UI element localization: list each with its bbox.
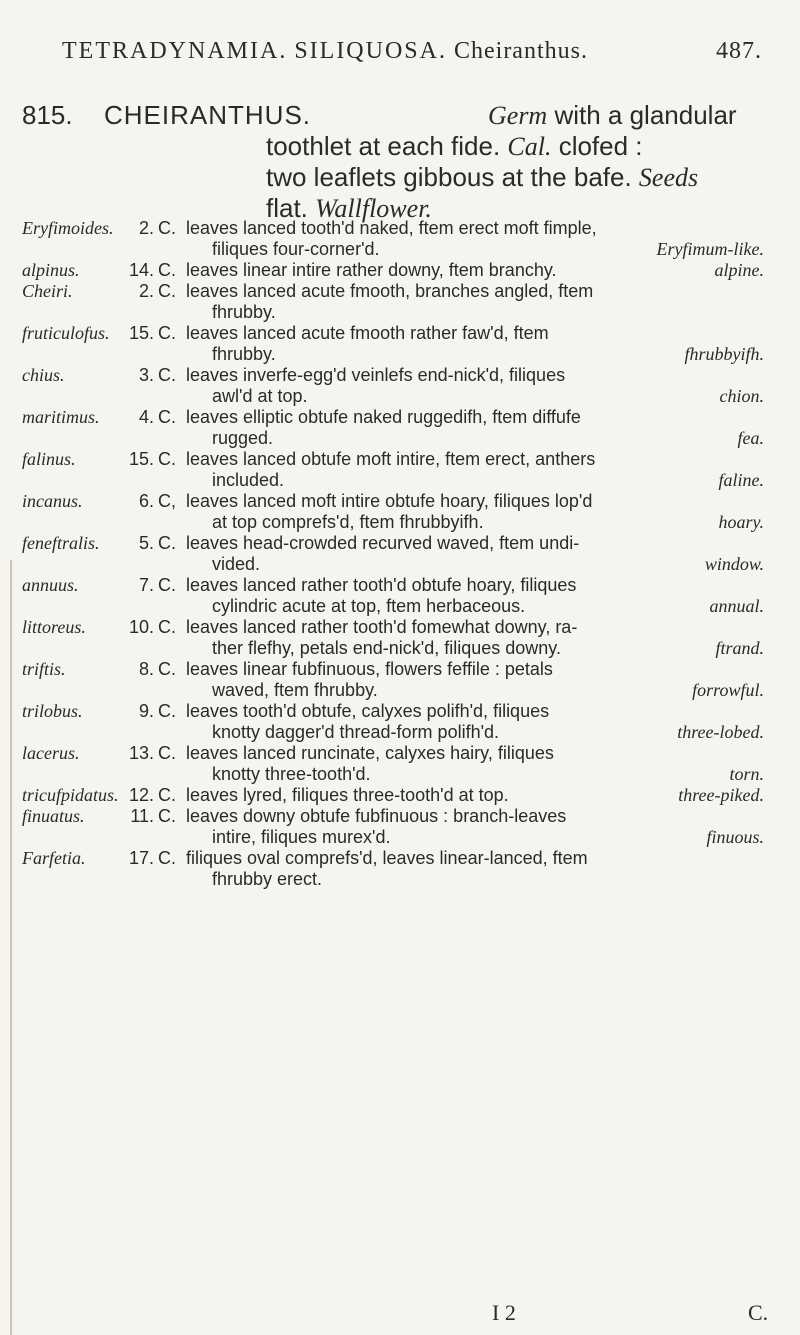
page-number: 487.	[716, 38, 762, 64]
header-class: TETRADYNAMIA.	[62, 38, 288, 64]
species-name: triftis.	[22, 659, 66, 679]
genus-abbrev: C.	[158, 533, 176, 553]
common-name: Eryfimum-like.	[656, 239, 764, 259]
common-name: hoary.	[718, 512, 764, 532]
catchword: C.	[748, 1300, 769, 1325]
species-description	[186, 659, 764, 701]
description-line: leaves inverfe-egg'd veinlefs end-nick'd, filiques	[186, 365, 566, 385]
description-line: leaves lyred, filiques three-tooth'd at top. three-piked.	[186, 785, 764, 805]
species-number: 15.	[128, 449, 154, 469]
species-entry	[0, 281, 800, 323]
description-line: leaves lanced acute fmooth, branches angled, ftem	[186, 281, 594, 301]
genus-name: CHEIRANTHUS.	[104, 100, 312, 130]
description-line: leaves lanced runcinate, calyxes hairy, filiques	[186, 743, 554, 763]
description-line: at top comprefs'd, ftem fhrubbyifh. hoary.	[212, 512, 764, 532]
description-line: leaves lanced acute fmooth rather faw'd, ftem	[186, 323, 549, 343]
species-name: falinus.	[22, 449, 76, 469]
species-number: 2.	[138, 218, 154, 238]
species-list	[0, 218, 800, 890]
genus-abbrev: C.	[158, 785, 176, 805]
description-line: leaves linear intire rather downy, ftem branchy. alpine.	[186, 260, 764, 280]
species-description	[186, 491, 764, 533]
species-number: 17.	[128, 848, 154, 868]
description-line: included. faline.	[212, 470, 764, 490]
genus-number: 815.	[22, 100, 73, 130]
species-description	[186, 533, 764, 575]
description-line: ther flefhy, petals end-nick'd, filiques downy. ftrand.	[212, 638, 764, 658]
description-line: leaves downy obtufe fubfinuous : branch-leaves	[186, 806, 567, 826]
species-number: 9.	[138, 701, 154, 721]
description-line: leaves lanced rather tooth'd obtufe hoary, filiques	[186, 575, 577, 595]
genus-abbrev: C.	[158, 659, 176, 679]
species-number: 7.	[138, 575, 154, 595]
species-name: maritimus.	[22, 407, 100, 427]
species-entry	[0, 323, 800, 365]
species-number: 13.	[128, 743, 154, 763]
description-line: fhrubby erect.	[212, 869, 323, 889]
species-entry	[0, 260, 800, 281]
species-number: 14.	[128, 260, 154, 280]
species-entry	[0, 701, 800, 743]
signature-mark: I 2	[492, 1300, 516, 1325]
genus-abbrev: C.	[158, 806, 176, 826]
species-number: 15.	[128, 323, 154, 343]
common-name: ftrand.	[715, 638, 764, 658]
species-name: finuatus.	[22, 806, 85, 826]
species-description	[186, 785, 764, 806]
description-line: leaves lanced moft intire obtufe hoary, filiques lop'd	[186, 491, 593, 511]
description-line: intire, filiques murex'd. finuous.	[212, 827, 764, 847]
species-description	[186, 743, 764, 785]
common-name: fhrubbyifh.	[684, 344, 764, 364]
genus-abbrev: C.	[158, 407, 176, 427]
common-name: forrowful.	[692, 680, 764, 700]
species-entry	[0, 575, 800, 617]
species-name: feneftralis.	[22, 533, 100, 553]
common-name: alpine.	[714, 260, 764, 280]
description-line: knotty dagger'd thread-form polifh'd. three-lobed.	[212, 722, 764, 742]
species-name: chius.	[22, 365, 65, 385]
species-entry	[0, 785, 800, 806]
species-number: 6.	[138, 491, 154, 511]
genus-abbrev: C.	[158, 848, 176, 868]
common-name: fea.	[737, 428, 764, 448]
species-description	[186, 218, 764, 260]
species-number: 3.	[138, 365, 154, 385]
species-name: alpinus.	[22, 260, 80, 280]
common-name: three-lobed.	[677, 722, 764, 742]
species-number: 10.	[128, 617, 154, 637]
genus-line: toothlet at each fide. Cal. clofed :	[266, 131, 643, 161]
description-line: leaves head-crowded recurved waved, ftem undi-	[186, 533, 580, 553]
common-name: faline.	[718, 470, 764, 490]
species-description	[186, 407, 764, 449]
common-name: three-piked.	[678, 785, 764, 805]
description-line: leaves lanced tooth'd naked, ftem erect moft fimple,	[186, 218, 597, 238]
species-name: Cheiri.	[22, 281, 73, 301]
species-number: 12.	[128, 785, 154, 805]
genus-line: Germ with a glandular	[488, 100, 737, 130]
species-entry	[0, 491, 800, 533]
species-name: trilobus.	[22, 701, 83, 721]
common-name: window.	[704, 554, 764, 574]
species-description	[186, 323, 764, 365]
species-entry	[0, 218, 800, 260]
species-entry	[0, 743, 800, 785]
header-genus: Cheiranthus.	[453, 38, 588, 64]
species-number: 11.	[130, 806, 154, 826]
description-line: leaves tooth'd obtufe, calyxes polifh'd, filiques	[186, 701, 550, 721]
species-number: 2.	[138, 281, 154, 301]
species-description	[186, 449, 764, 491]
species-description	[186, 281, 764, 323]
description-line: knotty three-tooth'd. torn.	[212, 764, 764, 784]
species-description	[186, 701, 764, 743]
species-name: littoreus.	[22, 617, 86, 637]
description-line: rugged. fea.	[212, 428, 764, 448]
species-description	[186, 260, 764, 281]
description-line: awl'd at top. chion.	[212, 386, 764, 406]
common-name: finuous.	[706, 827, 764, 847]
species-description	[186, 848, 764, 890]
genus-abbrev: C.	[158, 365, 176, 385]
description-line: cylindric acute at top, ftem herbaceous. annual.	[212, 596, 764, 616]
genus-line: flat. Wallflower.	[266, 193, 432, 223]
running-header	[62, 38, 762, 65]
species-entry	[0, 449, 800, 491]
genus-abbrev: C.	[158, 701, 176, 721]
species-description	[186, 365, 764, 407]
species-entry	[0, 617, 800, 659]
description-line: filiques four-corner'd. Eryfimum-like.	[212, 239, 764, 259]
species-number: 5.	[138, 533, 154, 553]
species-entry	[0, 806, 800, 848]
description-line: fhrubby.	[212, 302, 276, 322]
species-name: tricufpidatus.	[22, 785, 119, 805]
description-line: filiques oval comprefs'd, leaves linear-lanced, ftem	[186, 848, 588, 868]
species-name: incanus.	[22, 491, 83, 511]
genus-abbrev: C.	[158, 218, 176, 238]
description-line: fhrubby. fhrubbyifh.	[212, 344, 764, 364]
genus-abbrev: C,	[158, 491, 176, 511]
genus-abbrev: C.	[158, 617, 176, 637]
header-order: SILIQUOSA.	[294, 38, 447, 64]
common-name: torn.	[729, 764, 764, 784]
common-name: chion.	[719, 386, 764, 406]
description-line: waved, ftem fhrubby. forrowful.	[212, 680, 764, 700]
description-line: leaves elliptic obtufe naked ruggedifh, ftem diffufe	[186, 407, 581, 427]
common-name: annual.	[709, 596, 764, 616]
species-number: 8.	[138, 659, 154, 679]
description-line: leaves linear fubfinuous, flowers feffile : petals	[186, 659, 553, 679]
species-entry	[0, 533, 800, 575]
species-description	[186, 575, 764, 617]
genus-abbrev: C.	[158, 743, 176, 763]
genus-abbrev: C.	[158, 323, 176, 343]
species-name: fruticulofus.	[22, 323, 110, 343]
genus-line: two leaflets gibbous at the bafe. Seeds	[266, 162, 699, 192]
genus-description	[266, 100, 766, 224]
species-entry	[0, 848, 800, 890]
description-line: leaves lanced rather tooth'd fomewhat downy, ra-	[186, 617, 578, 637]
species-description	[186, 617, 764, 659]
description-line: vided. window.	[212, 554, 764, 574]
description-line: leaves lanced obtufe moft intire, ftem erect, anthers	[186, 449, 596, 469]
species-number: 4.	[138, 407, 154, 427]
species-description	[186, 806, 764, 848]
genus-abbrev: C.	[158, 260, 176, 280]
genus-abbrev: C.	[158, 281, 176, 301]
species-name: Eryfimoides.	[22, 218, 114, 238]
species-entry	[0, 659, 800, 701]
species-entry	[0, 407, 800, 449]
species-entry	[0, 365, 800, 407]
genus-abbrev: C.	[158, 449, 176, 469]
species-name: Farfetia.	[22, 848, 86, 868]
genus-abbrev: C.	[158, 575, 176, 595]
species-name: lacerus.	[22, 743, 80, 763]
species-name: annuus.	[22, 575, 79, 595]
